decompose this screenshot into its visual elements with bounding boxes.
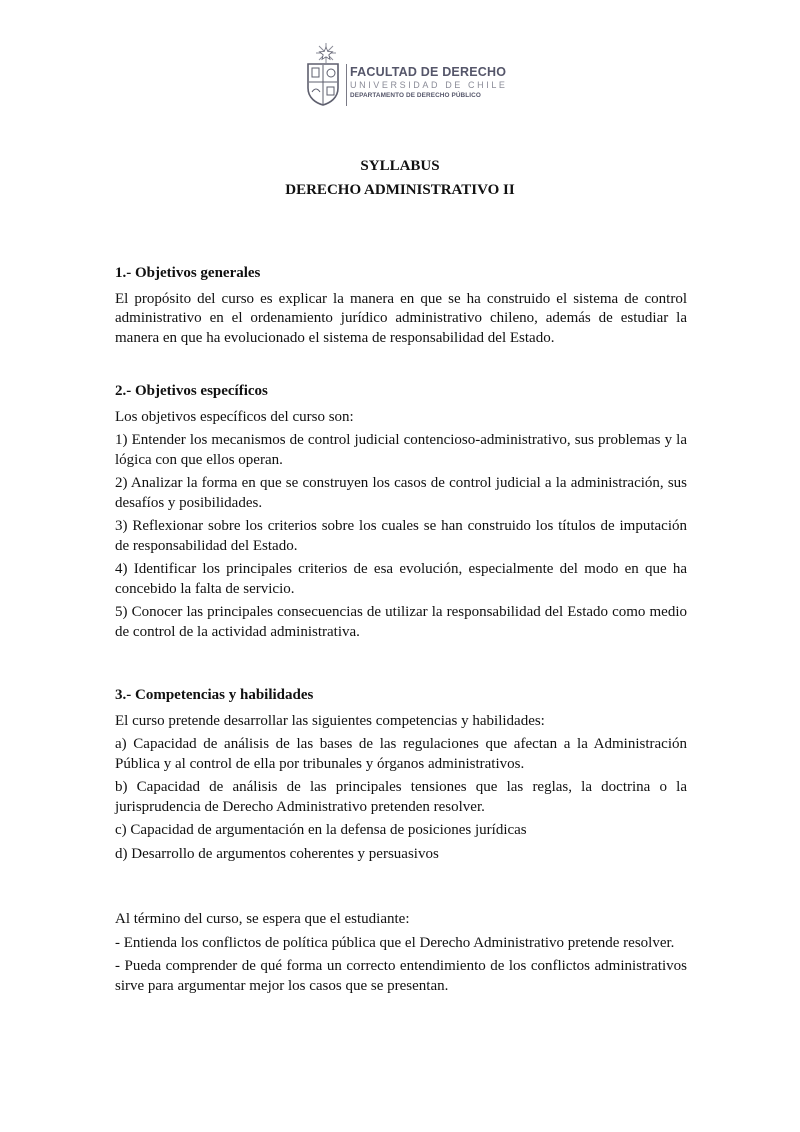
list-item: c) Capacidad de argumentación en la defensa de posiciones jurídicas (115, 822, 527, 838)
section-heading: 2.- Objetivos específicos (115, 383, 268, 399)
list-item: a) Capacidad de análisis de las bases de las regulaciones que afectan a la Administración Pública y al control de ella por tribunales y órganos administrativos. (115, 736, 687, 772)
list-item: - Pueda comprender de qué forma un correcto entendimiento de los conflictos administrativos sirve para argumentar mejor los casos que se presentan. (115, 958, 687, 994)
faculty-name: FACULTAD DE DERECHO (350, 65, 507, 79)
list-item: d) Desarrollo de argumentos coherentes y persuasivos (115, 845, 439, 862)
section-heading: 1.- Objetivos generales (115, 265, 261, 281)
section-resultados (115, 910, 687, 996)
list-item: 5) Conocer las principales consecuencias de utilizar la responsabilidad del Estado como medio de control de la actividad administrativa. (115, 604, 687, 640)
star-icon (312, 42, 340, 64)
list-item: 2) Analizar la forma en que se construyen los casos de control judicial a la administración, sus desafíos y posibilidades. (115, 475, 687, 511)
paragraph: El curso pretende desarrollar las siguientes competencias y habilidades: (115, 712, 545, 729)
list-item: 1) Entender los mecanismos de control judicial contencioso-administrativo, sus problemas y la lógica con que ellos operan. (115, 432, 687, 468)
faculty-logo (304, 42, 508, 112)
section-heading: 3.- Competencias y habilidades (115, 687, 314, 703)
list-item: b) Capacidad de análisis de las principales tensiones que las reglas, la doctrina o la jurisprudencia de Derecho Administrativo pretenden resolver. (115, 779, 687, 815)
paragraph: El propósito del curso es explicar la manera en que se ha construido el sistema de control administrativo en el ordenamiento jurídico administrativo chileno, además de estudiar la manera en que ha evolucionado el sistema de responsabilidad del Estado. (115, 290, 687, 346)
university-name: UNIVERSIDAD DE CHILE (350, 80, 508, 90)
university-seal-icon (306, 62, 340, 106)
section-objetivos-generales (115, 264, 687, 348)
department-name: DEPARTAMENTO DE DERECHO PÚBLICO (350, 92, 481, 99)
logo-divider (346, 64, 347, 106)
document-title: SYLLABUS (360, 158, 440, 174)
list-item: 3) Reflexionar sobre los criterios sobre los cuales se han construido los títulos de imputación de responsabilidad del Estado. (115, 518, 687, 554)
list-item: - Entienda los conflictos de política pública que el Derecho Administrativo pretende resolver. (115, 934, 675, 951)
paragraph: Los objetivos específicos del curso son: (115, 408, 354, 425)
section-objetivos-especificos (115, 382, 687, 642)
list-item: 4) Identificar los principales criterios de esa evolución, especialmente del modo en que ha concebido la falta de servicio. (115, 561, 687, 597)
paragraph: Al término del curso, se espera que el estudiante: (115, 911, 410, 927)
section-competencias (115, 686, 687, 864)
course-title: DERECHO ADMINISTRATIVO II (285, 182, 515, 198)
logo-text (350, 65, 508, 101)
